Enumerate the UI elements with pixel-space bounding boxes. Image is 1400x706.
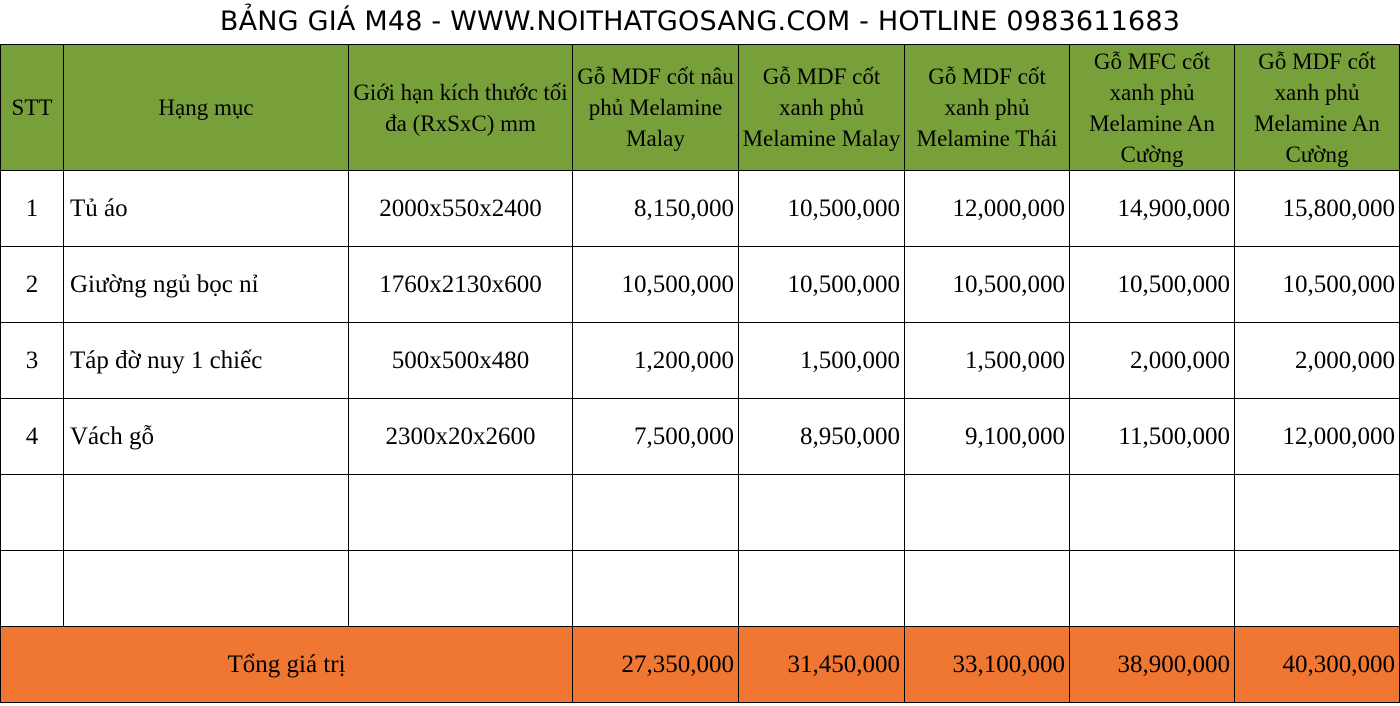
row-price-1: 10,500,000 [573,247,739,323]
row-price-1: 1,200,000 [573,323,739,399]
row-price-2: 1,500,000 [739,323,905,399]
header-stt: STT [1,45,64,171]
price-table [0,44,1400,703]
row-price-4: 11,500,000 [1070,399,1235,475]
row-item [64,551,349,627]
header-material-1: Gỗ MDF cốt nâu phủ Melamine Malay [573,45,739,171]
row-item: Vách gỗ [64,399,349,475]
row-price-3: 10,500,000 [905,247,1070,323]
row-item [64,475,349,551]
row-price-2: 10,500,000 [739,171,905,247]
row-stt: 4 [1,399,64,475]
page-title: BẢNG GIÁ M48 - WWW.NOITHATGOSANG.COM - HOTLINE 0983611683 [219,6,1181,37]
row-price-3: 1,500,000 [905,323,1070,399]
table-header [1,45,1400,171]
header-size-limit: Giới hạn kích thước tối đa (RxSxC) mm [349,45,573,171]
table-row-empty [1,551,1400,627]
row-price-3: 12,000,000 [905,171,1070,247]
row-price-5 [1235,475,1400,551]
total-value-4: 38,900,000 [1070,627,1235,703]
row-price-5: 15,800,000 [1235,171,1400,247]
row-price-2: 10,500,000 [739,247,905,323]
row-price-4 [1070,475,1235,551]
row-price-1 [573,551,739,627]
row-stt [1,551,64,627]
row-price-4: 10,500,000 [1070,247,1235,323]
total-label: Tổng giá trị [1,627,573,703]
table-row [1,323,1400,399]
row-size: 500x500x480 [349,323,573,399]
row-price-3: 9,100,000 [905,399,1070,475]
header-material-3: Gỗ MDF cốt xanh phủ Melamine Thái [905,45,1070,171]
row-price-4: 2,000,000 [1070,323,1235,399]
row-size [349,551,573,627]
row-stt [1,475,64,551]
row-price-3 [905,551,1070,627]
row-price-3 [905,475,1070,551]
header-item: Hạng mục [64,45,349,171]
total-value-5: 40,300,000 [1235,627,1400,703]
row-price-4 [1070,551,1235,627]
total-value-3: 33,100,000 [905,627,1070,703]
header-row [1,45,1400,171]
header-material-5: Gỗ MDF cốt xanh phủ Melamine An Cường [1235,45,1400,171]
row-price-5: 10,500,000 [1235,247,1400,323]
row-price-2: 8,950,000 [739,399,905,475]
table-row [1,399,1400,475]
row-price-1: 8,150,000 [573,171,739,247]
row-size: 1760x2130x600 [349,247,573,323]
table-body [1,171,1400,627]
row-price-5: 12,000,000 [1235,399,1400,475]
header-material-2: Gỗ MDF cốt xanh phủ Melamine Malay [739,45,905,171]
table-row-empty [1,475,1400,551]
row-price-5: 2,000,000 [1235,323,1400,399]
table-footer [1,627,1400,703]
row-stt: 3 [1,323,64,399]
row-price-1: 7,500,000 [573,399,739,475]
row-item: Tủ áo [64,171,349,247]
total-value-1: 27,350,000 [573,627,739,703]
row-price-4: 14,900,000 [1070,171,1235,247]
row-size: 2000x550x2400 [349,171,573,247]
total-row [1,627,1400,703]
row-size: 2300x20x2600 [349,399,573,475]
row-price-2 [739,475,905,551]
row-item: Giường ngủ bọc nỉ [64,247,349,323]
row-size [349,475,573,551]
row-price-2 [739,551,905,627]
row-price-1 [573,475,739,551]
row-price-5 [1235,551,1400,627]
row-stt: 2 [1,247,64,323]
row-stt: 1 [1,171,64,247]
header-material-4: Gỗ MFC cốt xanh phủ Melamine An Cường [1070,45,1235,171]
row-item: Táp đờ nuy 1 chiếc [64,323,349,399]
table-row [1,171,1400,247]
table-row [1,247,1400,323]
total-value-2: 31,450,000 [739,627,905,703]
